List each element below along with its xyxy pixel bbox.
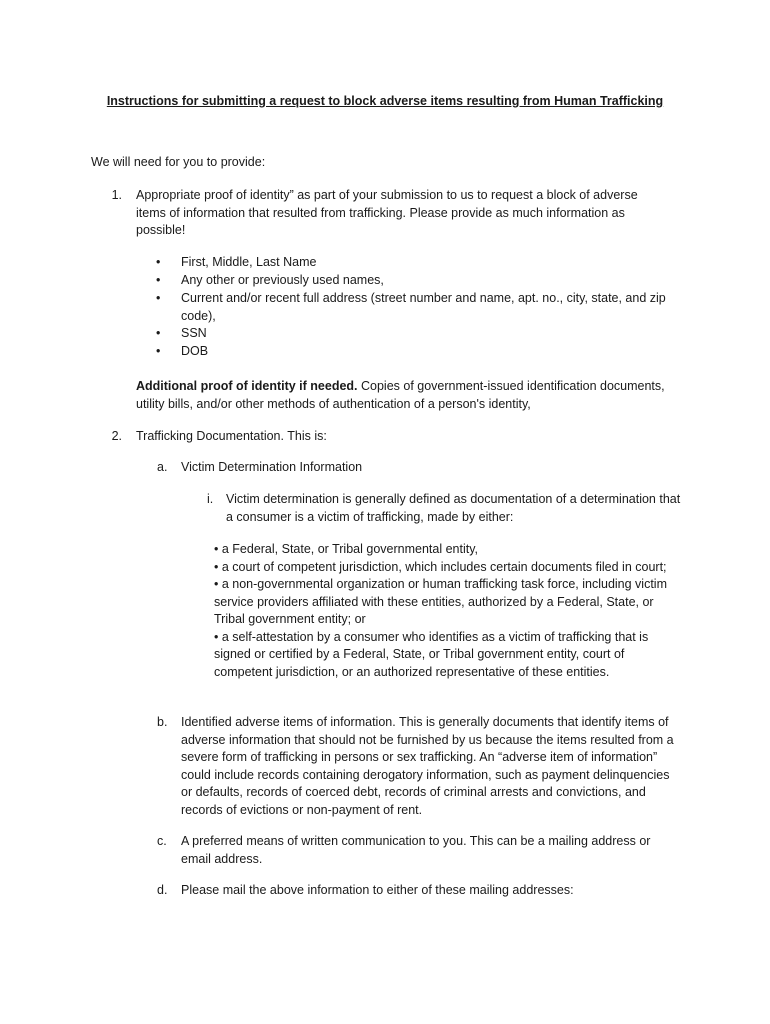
option-ngo: • a non-governmental organization or human trafficking task force, including victim service providers affiliated with these entities, authorized by a Federal, State, or Tribal government entity; or	[214, 577, 667, 626]
sub-i-text: Victim determination is generally defined as documentation of a determination that a consumer is a victim of trafficking, made by either:	[226, 492, 681, 524]
sub-c-letter: c.	[157, 834, 167, 848]
item-2-text: Trafficking Documentation. This is:	[136, 429, 327, 443]
item-1-text: Appropriate proof of identity” as part of your submission to us to request a block of adverse items of information that resulted from trafficking. Please provide as much information as possible!	[136, 188, 638, 237]
option-self-attestation: • a self-attestation by a consumer who identifies as a victim of trafficking that is signed or certified by a Federal, State, or Tribal government entity, court of competent jurisdiction, or an authorized representative of these entities.	[214, 629, 649, 679]
sub-a-text: Victim Determination Information	[181, 460, 363, 474]
item-1-number: 1.	[111, 188, 122, 202]
bullet-dot: •	[156, 344, 161, 358]
bullet-dot: •	[156, 326, 161, 340]
bullet-dot: •	[156, 291, 161, 305]
identity-bullet-ssn: SSN	[181, 326, 207, 340]
identity-bullet-name: First, Middle, Last Name	[181, 255, 317, 269]
sub-b-letter: b.	[157, 715, 168, 729]
document-title: Instructions for submitting a request to block adverse items resulting from Human Trafficking	[106, 94, 664, 108]
identity-bullet-dob: DOB	[181, 344, 209, 358]
sub-b-text: Identified adverse items of information. This is generally documents that identify items of adverse information that should not be furnished by us because the items resulted from a severe form of trafficking in persons or sex trafficking. An “adverse item of information” could include records containing derogatory information, such as payment delinquencies or defaults, records of coerced debt, records of criminal arrests and convictions, and records of evictions or non-payment of rent.	[181, 715, 674, 817]
identity-bullet-address: Current and/or recent full address (street number and name, apt. no., city, state, and zip code),	[181, 291, 666, 323]
sub-a-letter: a.	[157, 460, 168, 474]
option-governmental-entity: • a Federal, State, or Tribal governmental entity,	[214, 542, 478, 556]
option-court: • a court of competent jurisdiction, which includes certain documents filed in court;	[214, 559, 667, 574]
determination-options	[214, 541, 669, 681]
sub-c-text: A preferred means of written communication to you. This can be a mailing address or email address.	[181, 834, 651, 866]
sub-d-letter: d.	[157, 883, 168, 897]
item-2-number: 2.	[111, 429, 122, 443]
intro-text: We will need for you to provide:	[91, 155, 266, 169]
bullet-dot: •	[156, 255, 161, 269]
additional-proof-text: Copies of government-issued identification documents, utility bills, and/or other methods of authentication of a person's identity,	[136, 379, 665, 411]
identity-bullet-other-names: Any other or previously used names,	[181, 273, 384, 287]
sub-d-text: Please mail the above information to either of these mailing addresses:	[181, 883, 574, 897]
sub-i-numeral: i.	[207, 492, 214, 506]
additional-proof-paragraph	[136, 378, 681, 413]
bullet-dot: •	[156, 273, 161, 287]
additional-proof-heading: Additional proof of identity if needed.	[136, 379, 358, 393]
